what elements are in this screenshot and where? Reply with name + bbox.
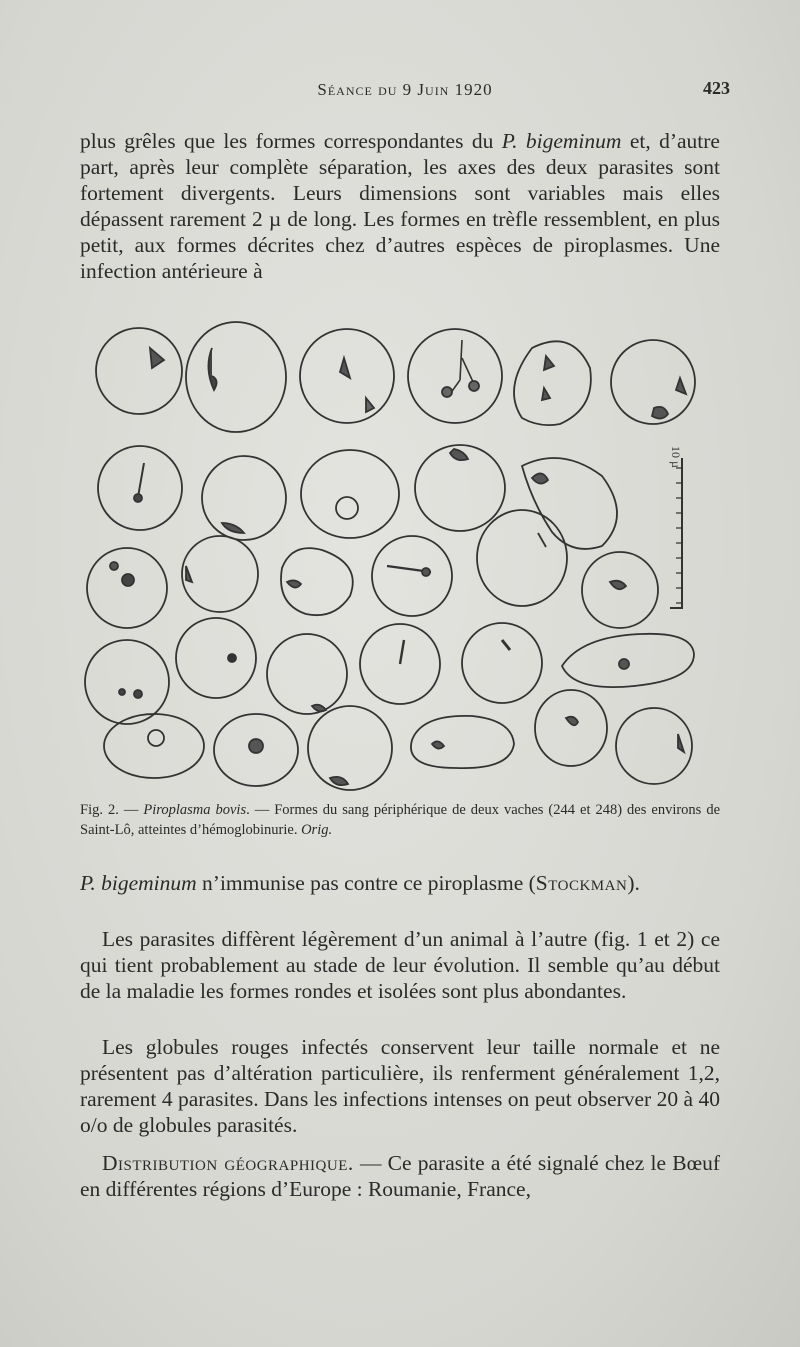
cell <box>415 445 505 531</box>
cell <box>616 708 692 784</box>
species-name: P. bigeminum <box>501 129 622 153</box>
para2-text: n’immunise pas contre ce piroplasme ( <box>196 871 536 895</box>
cell <box>281 548 353 615</box>
para4-text: Les globules rouges infectés conservent leur taille normale et ne présentent pas d’altération particulière, ils renferment généralement 1,2, rarement 4 parasites. Dans les infections intenses on peut observer 20 à 40 o/o de globules parasités. <box>80 1035 720 1137</box>
cell <box>411 716 514 768</box>
cell <box>186 322 286 432</box>
figure-label: Fig. 2. — <box>80 802 144 818</box>
cell <box>202 456 286 540</box>
caption-text: . — Formes du sang périphérique de deux vaches (244 et 248) des environs de Saint-Lô, atteintes d’hémoglobinurie. <box>80 802 721 838</box>
para5-text: — Ce parasite a été signalé chez le Bœuf en différentes régions d’Europe : Roumanie, France, <box>80 1151 720 1201</box>
cell <box>408 329 502 423</box>
figure-blood-cells <box>82 318 722 798</box>
figure-caption <box>80 800 720 840</box>
paragraph-intro <box>80 128 720 284</box>
section-heading: Distribution géographique. <box>102 1151 354 1175</box>
cell <box>182 536 258 612</box>
cell <box>176 618 256 698</box>
cell <box>360 624 440 704</box>
cell <box>301 450 399 538</box>
cell <box>477 510 567 606</box>
paragraph-red-cells <box>80 1034 720 1138</box>
scale-bar <box>669 446 683 608</box>
cell <box>96 328 182 414</box>
cell <box>562 634 694 687</box>
cell <box>214 714 298 786</box>
cell <box>372 536 452 616</box>
caption-species: Piroplasma bovis <box>143 802 247 818</box>
cell <box>98 446 182 530</box>
cell <box>104 714 204 778</box>
species-name: P. bigeminum <box>80 871 197 895</box>
para1-text-b: et, d’autre part, après leur complète séparation, les axes des deux parasites sont fortement divergents. Leurs dimensions sont variables mais elles dépassent rarement 2 µ de long. Les formes en trèfle ressemblent, en plus petit, aux formes décrites chez d’autres espèces de piroplasmes. Une infection antérieure à <box>80 129 720 283</box>
paragraph-distribution <box>80 1150 720 1202</box>
para2-end: ). <box>627 871 640 895</box>
scale-label: 10 µ <box>669 446 683 468</box>
cell <box>522 458 617 549</box>
para1-text-a: plus grêles que les formes correspondantes du <box>80 129 502 153</box>
cell <box>85 640 169 724</box>
cell <box>582 552 658 628</box>
cell <box>514 341 591 425</box>
page-number: 423 <box>703 78 730 98</box>
caption-orig: Orig. <box>301 822 333 838</box>
cell <box>611 340 695 424</box>
para3-text: Les parasites diffèrent légèrement d’un animal à l’autre (fig. 1 et 2) ce qui tient probablement au stade de leur évolution. Il semble qu’au début de la maladie les formes rondes et isolées sont plus abondantes. <box>80 927 720 1003</box>
author-name: Stockman <box>535 871 628 895</box>
cell <box>300 329 394 423</box>
running-header <box>80 78 730 108</box>
running-title: Séance du 9 Juin 1920 <box>317 80 493 99</box>
cell <box>308 706 392 790</box>
cell <box>87 548 167 628</box>
paragraph-immunity <box>80 870 720 896</box>
paragraph-variation <box>80 926 720 1004</box>
cell <box>462 623 542 703</box>
cell <box>535 690 607 766</box>
cell <box>267 634 347 714</box>
